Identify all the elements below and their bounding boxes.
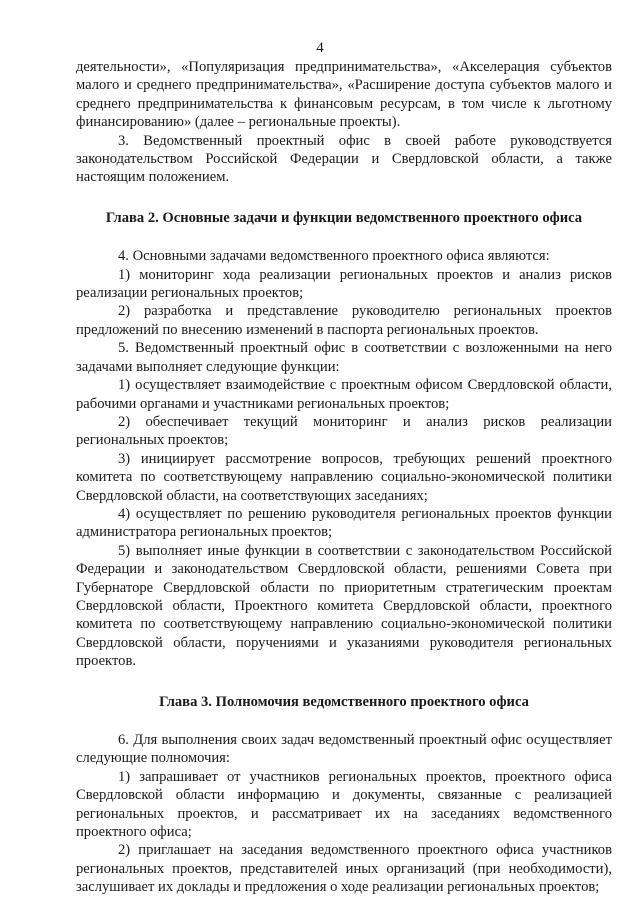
paragraph-continuation: деятельности», «Популяризация предпринимательства», «Акселерация субъектов малого и среднего предпринимательства», «Расширение доступа субъектов малого и среднего предпринимательства к финансовым ресурсам, в том числе к льготному финансированию» (далее – региональные проекты). (76, 59, 612, 131)
paragraph-5-item-4: 4) осуществляет по решению руководителя региональных проектов функции администратора региональных проектов; (76, 505, 612, 541)
paragraph-5-item-5: 5) выполняет иные функции в соответствии с законодательством Российской Федерации и законодательством Свердловской области, решениями Совета при Губернаторе Свердловской области по приоритетным стратегическим проектам Свердловской области, Проектного комитета Свердловской области, проектного комитета по соответствующему направлению социально-экономической политики Свердловской области, поручениями и указаниями руководителя региональных проектов. (76, 542, 612, 670)
paragraph-5-item-3: 3) инициирует рассмотрение вопросов, требующих решений проектного комитета по соответствующему направлению социально-экономической политики Свердловской области, на соответствующих заседаниях; (76, 450, 612, 504)
paragraph-4: 4. Основными задачами ведомственного проектного офиса являются: (118, 248, 550, 265)
paragraph-6-item-2: 2) приглашает на заседания ведомственного проектного офиса участников региональных проектов, представителей иных организаций (при необходимости), заслушивает их доклады и предложения о ходе реализации региональных проектов; (76, 842, 612, 896)
paragraph-6-item-1: 1) запрашивает от участников региональных проектов, проектного офиса Свердловской области информацию и документы, связанные с реализацией региональных проектов, и рассматривает их на заседаниях ведомственного проектного офиса; (76, 768, 612, 841)
paragraph-5-item-2: 2) обеспечивает текущий мониторинг и анализ рисков реализации региональных проектов; (76, 413, 612, 449)
paragraph-6: 6. Для выполнения своих задач ведомственный проектный офис осуществляет следующие полномочия: (76, 732, 612, 767)
paragraph-4-item-2: 2) разработка и представление руководителю региональных проектов предложений по внесению изменений в паспорта региональных проектов. (76, 303, 612, 338)
paragraph-5: 5. Ведомственный проектный офис в соответствии с возложенными на него задачами выполняет следующие функции: (76, 340, 612, 375)
page-number: 4 (316, 40, 324, 56)
paragraph-5-item-1: 1) осуществляет взаимодействие с проектным офисом Свердловской области, рабочими органами и участниками региональных проектов; (76, 377, 612, 412)
chapter-2-title: Глава 2. Основные задачи и функции ведомственного проектного офиса (105, 209, 583, 226)
document-body (76, 58, 612, 897)
chapter-3-title: Глава 3. Полномочия ведомственного проектного офиса (159, 693, 529, 710)
paragraph-3: 3. Ведомственный проектный офис в своей работе руководствуется законодательством Российской Федерации и Свердловской области, а также настоящим положением. (76, 132, 612, 186)
paragraph-4-item-1: 1) мониторинг хода реализации региональных проектов и анализ рисков реализации региональных проектов; (76, 266, 612, 302)
